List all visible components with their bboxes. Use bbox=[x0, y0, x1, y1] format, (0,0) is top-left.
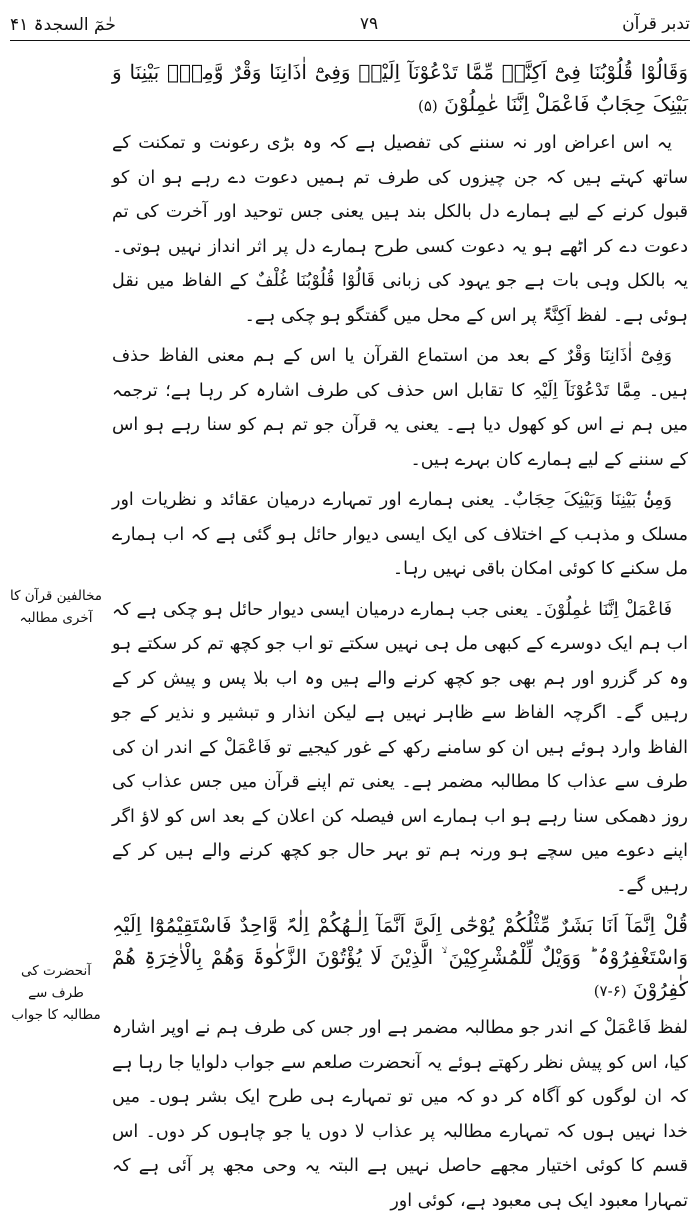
page-number: ۷۹ bbox=[359, 14, 379, 34]
main-column bbox=[112, 50, 689, 1211]
verse-block-5 bbox=[112, 56, 688, 122]
header-divider bbox=[10, 40, 690, 41]
margin-note-2: آنحضرت کی طرف سے مطالبہ کا جواب bbox=[11, 963, 101, 1023]
margin-note-2-container bbox=[8, 960, 104, 1026]
verse-6-7-line-1: قُلْ اِنَّمَآ اَنَا بَشَرٌ مِّثْلُکُمْ یُوْحٰٓی اِلَیَّ اَنَّمَآ اِلٰـھُکُمْ اِلٰہٌ وَّاحِدٌ فَاسْتَقِیْمُوْٓا bbox=[149, 913, 688, 937]
page-header bbox=[10, 8, 690, 40]
verse-5-line-2: بَیْنِکَ حِجَابٌ فَاعْمَلْ اِنَّنَا عٰمِلُوْنَ bbox=[444, 92, 688, 116]
verse-6-7-line-3: بِالْاٰخِرَۃِ ھُمْ کٰفِرُوْنَ bbox=[112, 945, 688, 1001]
verse-5-line-1: وَقَالُوْا قُلُوْبُنَا فِیْٓ اَکِنَّۃٍ مِّمَّا تَدْعُوْنَآ اِلَیْہِ وَفِیْٓ اٰذَانِنَا وَقْرٌ وَّمِنْۢ بَیْنِنَا وَ bbox=[112, 60, 688, 84]
verse-block-6-7 bbox=[112, 909, 688, 1007]
margin-note-1-container bbox=[8, 585, 104, 629]
paragraph-4: فَاعْمَلْ اِنَّنَا عٰمِلُوْنَ۔ یعنی جب ہمارے درمیان ایسی دیوار حائل ہو چکی ہے کہ اب ہم ایک دوسرے کے کبھی مل ہی نہیں سکتے تو اب جو کچھ تم کر سکتے ہو وہ کر گزرو اور ہم بھی جو کچھ کرنے والے ہیں وہ اب بلا پس و پیش کر کے رہیں گے۔ اگرچہ الفاظ سے ظاہر نہیں ہے لیکن انذار و تبشیر و نذیر کے جو الفاظ وارد ہوئے ہیں ان کو سامنے رکھ کے غور کیجیے تو فَاعْمَلْ کے اندر ان کی طرف سے عذاب کا مطالبہ مضمر ہے۔ یعنی تم اپنے قرآن میں جس عذاب کی روز دھمکی سنا رہے ہو اب ہمارے اس فیصلہ کن اعلان کے بعد اس کو لاؤ اگر اپنے دعوے میں سچے ہو ورنہ ہم تو بہر حال جو کچھ کرنے والے ہیں کر کے رہیں گے۔ bbox=[112, 599, 688, 896]
verse-6-7-ref: (۶-۷) bbox=[593, 982, 627, 1000]
margin-note-1: مخالفین قرآن کا آخری مطالبہ bbox=[9, 588, 103, 626]
paragraph-3: وَمِنْۢ بَیْنِنَا وَبَیْنِکَ حِجَابٌ۔ یعنی ہمارے اور تمہارے درمیان عقائد و نظریات اور مسلک و مذہب کے اختلاف کی ایک ایسی دیوار حائل ہو گئی ہے کہ اب ہمارے مل سکنے کا کوئی امکان باقی نہیں رہا۔ bbox=[112, 490, 688, 579]
surah-reference: حٰمٓ السجدۃ ۴۱ bbox=[10, 14, 116, 35]
paragraph-5: لفظ فَاعْمَلْ کے اندر جو مطالبہ مضمر ہے اور جس کی طرف ہم نے اوپر اشارہ کیا، اس کو پیش نظر رکھتے ہوئے یہ آنحضرت صلعم سے جواب دلوایا جا رہا ہے کہ ان لوگوں کو آگاہ کر دو کہ میں تو تمہارے ہی طرح ایک بشر ہوں۔ میں خدا نہیں ہوں کہ تمہارے مطالبہ پر عذاب لا دوں یا جو چاہوں کر دوں۔ اس قسم کا کوئی اختیار مجھے حاصل نہیں ہے البتہ یہ وحی مجھ پر آئی ہے کہ تمہارا معبود ایک ہی معبود ہے، کوئی اور bbox=[112, 1018, 688, 1211]
verse-5-ref: (۵) bbox=[418, 97, 438, 115]
paragraph-2: وَفِیْٓ اٰذَانِنَا وَقْرٌ کے بعد من استماع القرآن یا اس کے ہم معنی الفاظ حذف ہیں۔ مِمَّا تَدْعُوْنَآ اِلَیْہِ کا تقابل اس حذف کی طرف اشارہ کر رہا ہے؛ ترجمہ میں ہم نے اس کو کھول دیا ہے۔ یعنی یہ قرآن جو تم ہم کو سنا رہے ہو اس کے سننے کے لیے ہمارے کان بہرے ہیں۔ bbox=[112, 346, 688, 470]
paragraph-1: یہ اس اعراض اور نہ سننے کی تفصیل ہے کہ وہ بڑی رعونت و تمکنت کے ساتھ کہتے ہیں کہ جن چیزوں کی طرف تم ہمیں دعوت دے رہے ہو ان کو قبول کرنے کے لیے ہمارے دل بالکل بند ہیں یعنی جس توحید اور آخرت کی تم دعوت دے کر اٹھے ہو یہ دعوت کسی طرح ہمارے دل پر اثر انداز نہیں ہوتی۔ یہ بالکل وہی بات ہے جو یہود کی زبانی قَالُوْا قُلُوْبُنَا غُلْفٌ کے الفاظ میں نقل ہوئی ہے۔ لفظ اَکِنَّۃٌ پر اس کے محل میں گفتگو ہو چکی ہے۔ bbox=[112, 133, 688, 326]
verse-6-7-line-2: اِلَیْہِ وَاسْتَغْفِرُوْہُ ؕ وَوَیْلٌ لِّلْمُشْرِکِیْنَ ۙ الَّذِیْنَ لَا یُؤْتُوْنَ الزَّکٰوۃَ وَھُمْ bbox=[112, 913, 689, 969]
running-title: تدبر قرآن bbox=[622, 14, 690, 34]
